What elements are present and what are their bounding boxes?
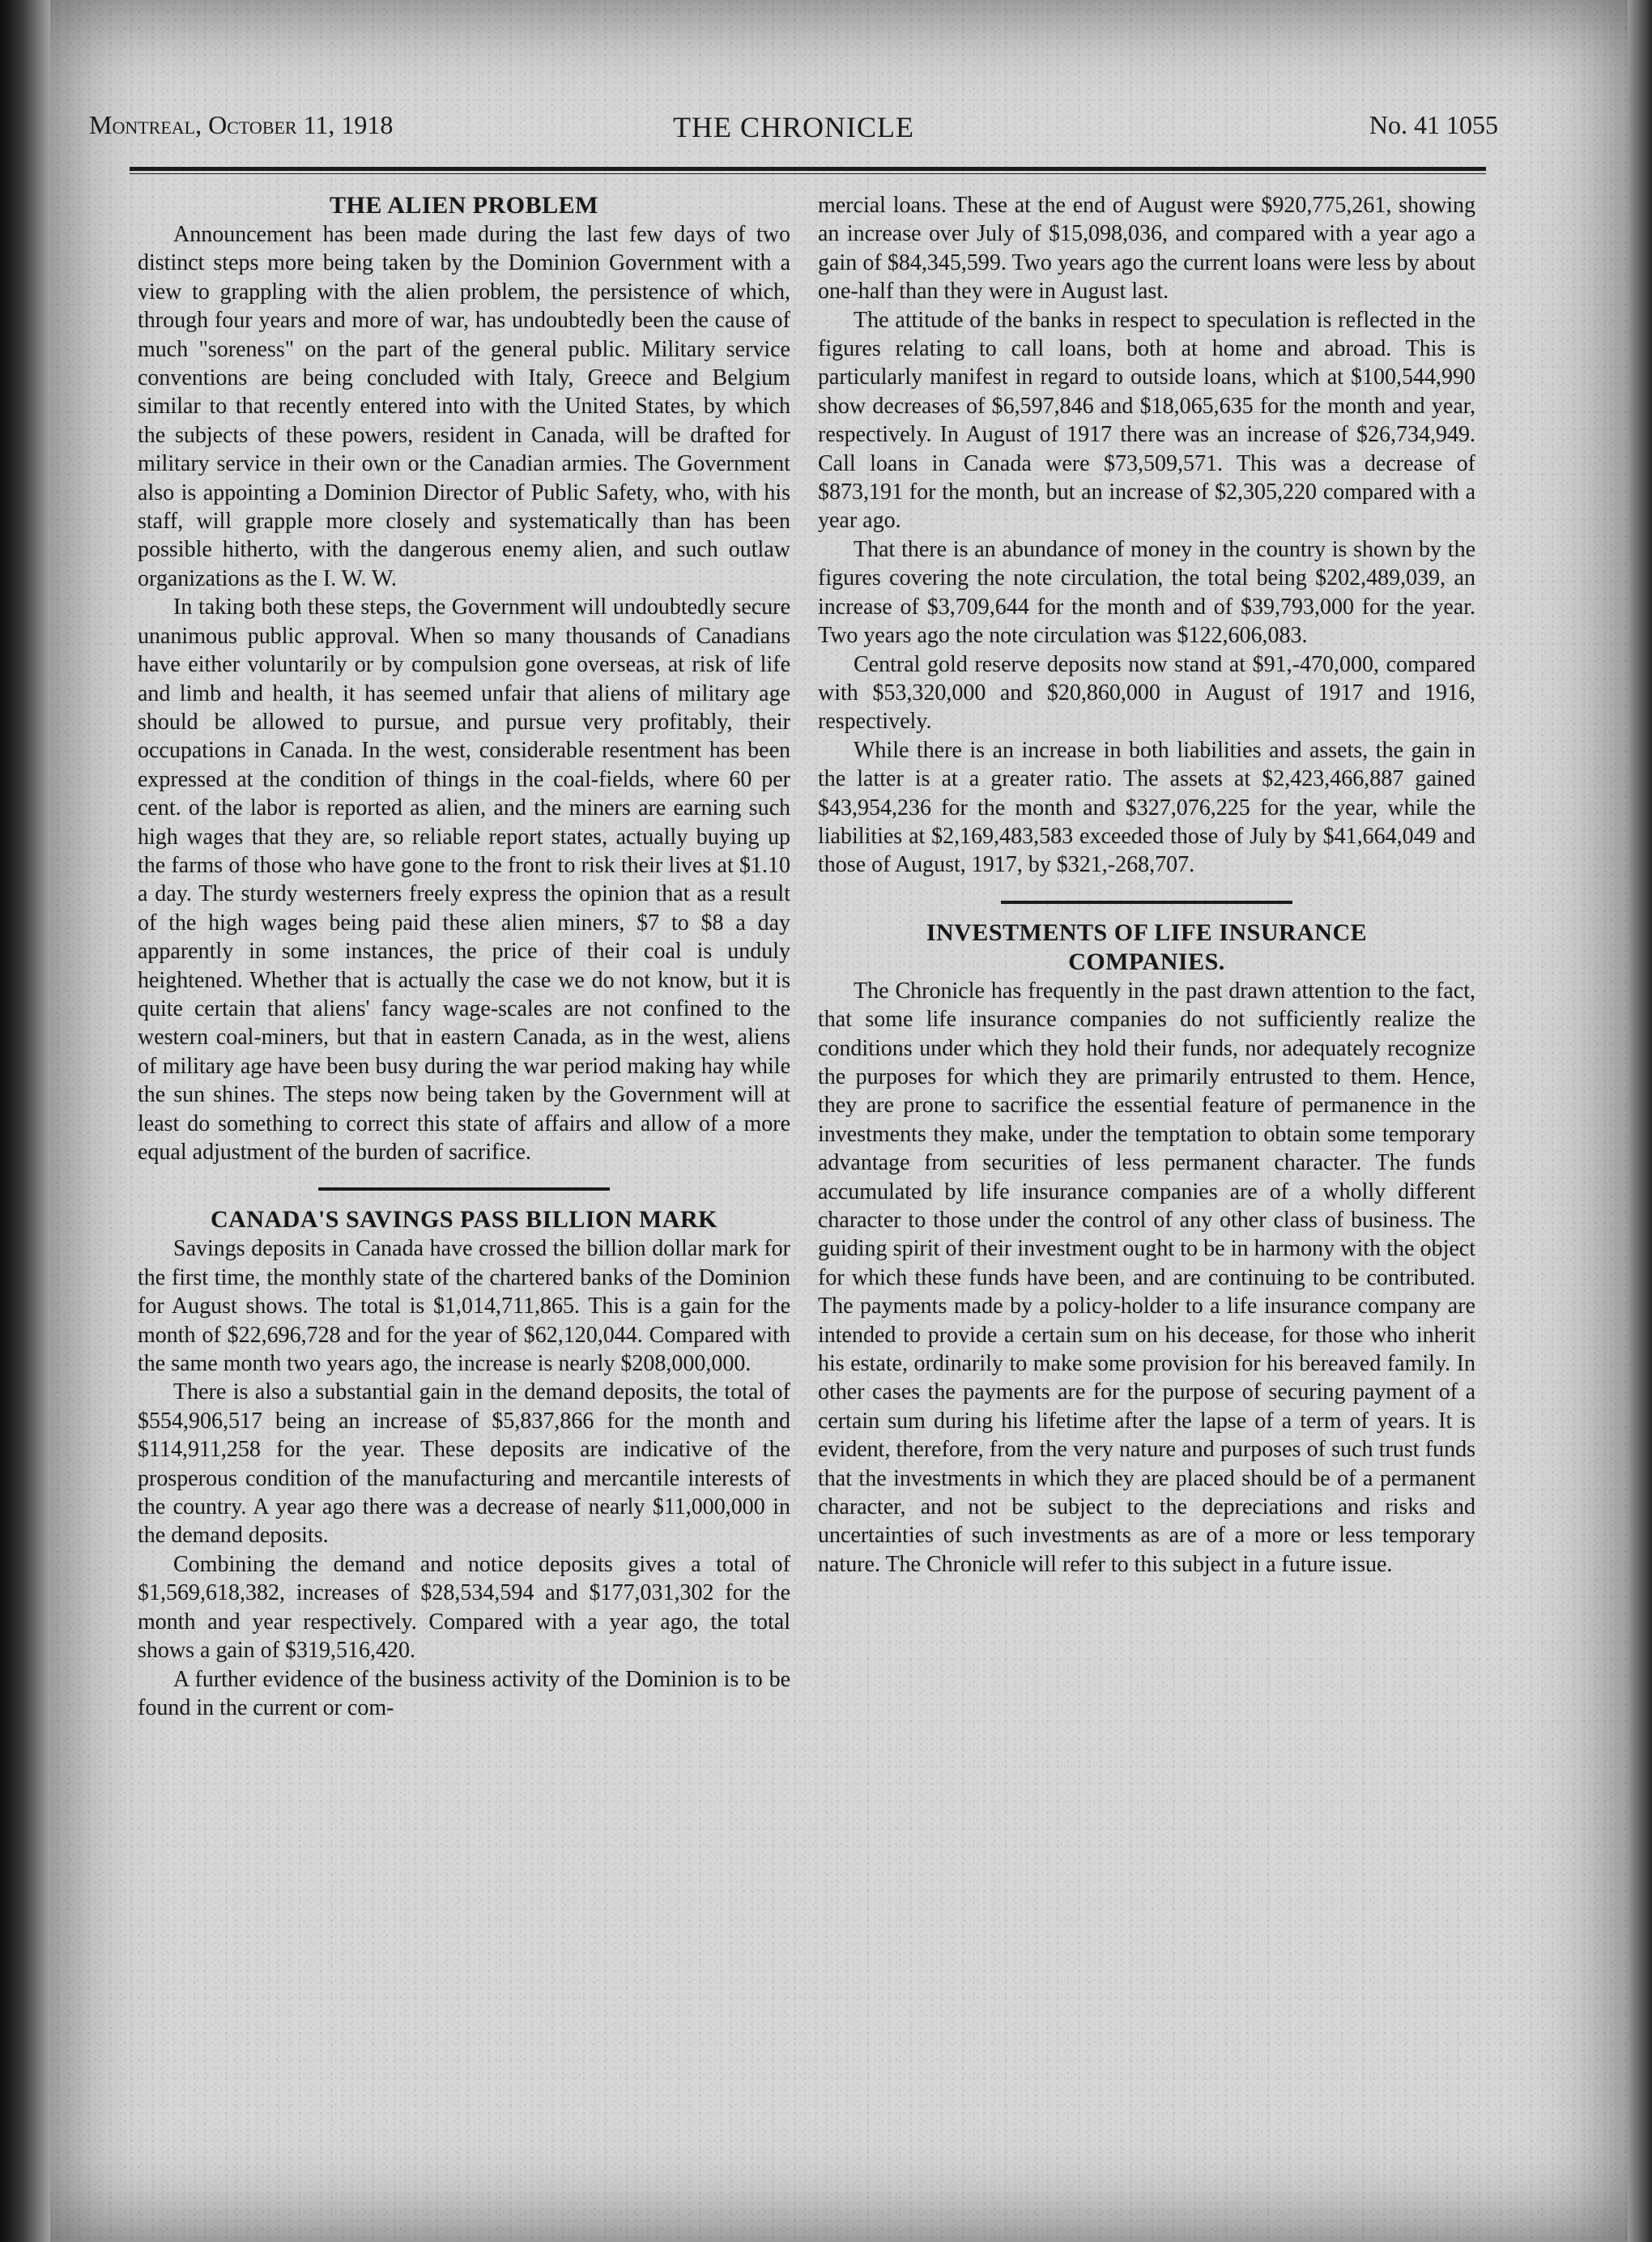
article-paragraph: A further evidence of the business activity of the Dominion is to be found in the current or com- [138, 1666, 790, 1720]
right-column [818, 191, 1475, 1579]
heading-line-1: INVESTMENTS OF LIFE INSURANCE [926, 919, 1368, 946]
article-paragraph: In taking both these steps, the Government will undoubtedly secure unanimous public approval. When so many thousands of Canadians have either voluntarily or by compulsion gone overseas, at risk of life and limb and health, it has seemed unfair that aliens of military age should be allowed to pursue, and pursue very profitably, their occupations in Canada. In the west, considerable resentment has been expressed at the condition of things in the coal-fields, where 60 per cent. of the labor is reported as alien, and the miners are earning such high wages that they are, so reliable report states, actually buying up the farms of those who have gone to the front to risk their lives at $1.10 a day. The sturdy westerners freely express the opinion that as a result of the high wages being paid these alien miners, $7 to $8 a day apparently in some instances, the price of their coal is unduly heightened. Whether that is actually the case we do not know, but it is quite certain that aliens' fancy wage-scales are not confined to the western coal-miners, but that in eastern Canada, as in the west, aliens of military age have been busy during the war period making hay while the sun shines. The steps now being taken by the Government will at least do something to correct this state of affairs and allow of a more equal adjustment of the burden of sacrifice. [138, 595, 790, 1165]
article-paragraph: There is also a substantial gain in the demand deposits, the total of $554,906,517 being an increase of $5,837,866 for the month and $114,911,258 for the year. These deposits are indicative of the prosperous condition of the manufacturing and mercantile interests of the country. A year ago there was a decrease of nearly $11,000,000 in the demand deposits. [138, 1379, 790, 1549]
issue-page-number: No. 41 1055 [1369, 110, 1498, 139]
article-paragraph: The attitude of the banks in respect to speculation is reflected in the figures relating to call loans, both at home and abroad. This is particularly manifest in regard to outside loans, which at $100,544,990 show decreases of $6,597,846 and $18,065,635 for the month and year, respectively. In August of 1917 there was an increase of $26,734,949. Call loans in Canada were $73,509,571. This was a decrease of $873,191 for the month, but an increase of $2,305,220 compared with a year ago. [818, 307, 1475, 534]
article-paragraph: That there is an abundance of money in the country is shown by the figures covering the note circulation, the total being $202,489,039, an increase of $3,709,644 for the month and of $39,793,000 for the year. Two years ago the note circulation was $122,606,083. [818, 536, 1475, 649]
article-paragraph: Central gold reserve deposits now stand at $91,-470,000, compared with $53,320,000 and $20,860,000 in August of 1917 and 1916, respectively. [818, 651, 1475, 735]
issue-date: Montreal, October 11, 1918 [89, 110, 394, 139]
left-column [138, 191, 790, 1722]
article-heading-investments [818, 919, 1475, 977]
article-separator [318, 1187, 610, 1191]
article-heading-savings: CANADA'S SAVINGS PASS BILLION MARK [210, 1206, 717, 1234]
article-paragraph: The Chronicle has frequently in the past drawn attention to the fact, that some life insurance companies do not sufficiently realize the conditions under which they hold their funds, nor adequately recognize the purposes for which they are primarily entrusted to them. Hence, they are prone to sacrifice the essential feature of permanence in the investments they make, under the temptation to obtain some temporary advantage from securities of less permanent character. The funds accumulated by life insurance companies are of a wholly different character to those under the control of any other class of business. The guiding spirit of their investment ought to be in harmony with the object for which these funds have been, and are continuing to be contributed. The payments made by a policy-holder to a life insurance company are intended to provide a certain sum on his decease, for those who inherit his estate, ordinarily to make some provision for his bereaved family. In other cases the payments are for the purpose of securing payment of a certain sum during his lifetime after the lapse of a term of years. It is evident, therefore, from the very nature and purposes of such trust funds that the investments in which they are placed should be of a permanent character, and not be subject to the depreciations and risks and uncertainties of such investments as are of a more or less temporary nature. The Chronicle will refer to this subject in a future issue. [818, 978, 1475, 1577]
article-paragraph: Combining the demand and notice deposits gives a total of $1,569,618,382, increases of $28,534,594 and $177,031,302 for the month and year respectively. Compared with a year ago, the total shows a gain of $319,516,420. [138, 1551, 790, 1664]
article-paragraph: Savings deposits in Canada have crossed the billion dollar mark for the first time, the monthly state of the chartered banks of the Dominion for August shows. The total is $1,014,711,865. This is a gain for the month of $22,696,728 and for the year of $62,120,044. Compared with the same month two years ago, the increase is nearly $208,000,000. [138, 1236, 790, 1377]
heading-line-2: COMPANIES. [1068, 948, 1225, 975]
article-paragraph: While there is an increase in both liabilities and assets, the gain in the latter is at a greater ratio. The assets at $2,423,466,887 gained $43,954,236 for the month and $327,076,225 for the year, while the liabilities at $2,169,483,583 exceeded those of July by $41,664,049 and those of August, 1917, by $321,-268,707. [818, 737, 1475, 878]
publication-title: THE CHRONICLE [673, 111, 914, 143]
article-heading-alien-problem: THE ALIEN PROBLEM [330, 192, 598, 219]
header-rule [130, 167, 1486, 174]
article-separator [1001, 901, 1292, 904]
article-paragraph: Announcement has been made during the last few days of two distinct steps more being taken by the Dominion Government with a view to grappling with the alien problem, the persistence of which, through four years and more of war, has undoubtedly been the cause of much "soreness" on the part of the general public. Military service conventions are being concluded with Italy, Greece and Belgium similar to that recently entered into with the United States, by which the subjects of these powers, resident in Canada, will be drafted for military service in their own or the Canadian armies. The Government also is appointing a Dominion Director of Public Safety, who, with his staff, will grapple more closely and systematically than has been possible hitherto, with the dangerous enemy alien, and such outlaw organizations as the I. W. W. [138, 222, 790, 591]
scan-left-edge [0, 0, 57, 2242]
article-continuation: mercial loans. These at the end of August were $920,775,261, showing an increase over July of $15,098,036, and compared with a year ago a gain of $84,345,599. Two years ago the current loans were less by about one-half than they were in August last. [818, 193, 1475, 305]
page-header [89, 110, 1498, 152]
scan-right-edge [1628, 0, 1652, 2242]
